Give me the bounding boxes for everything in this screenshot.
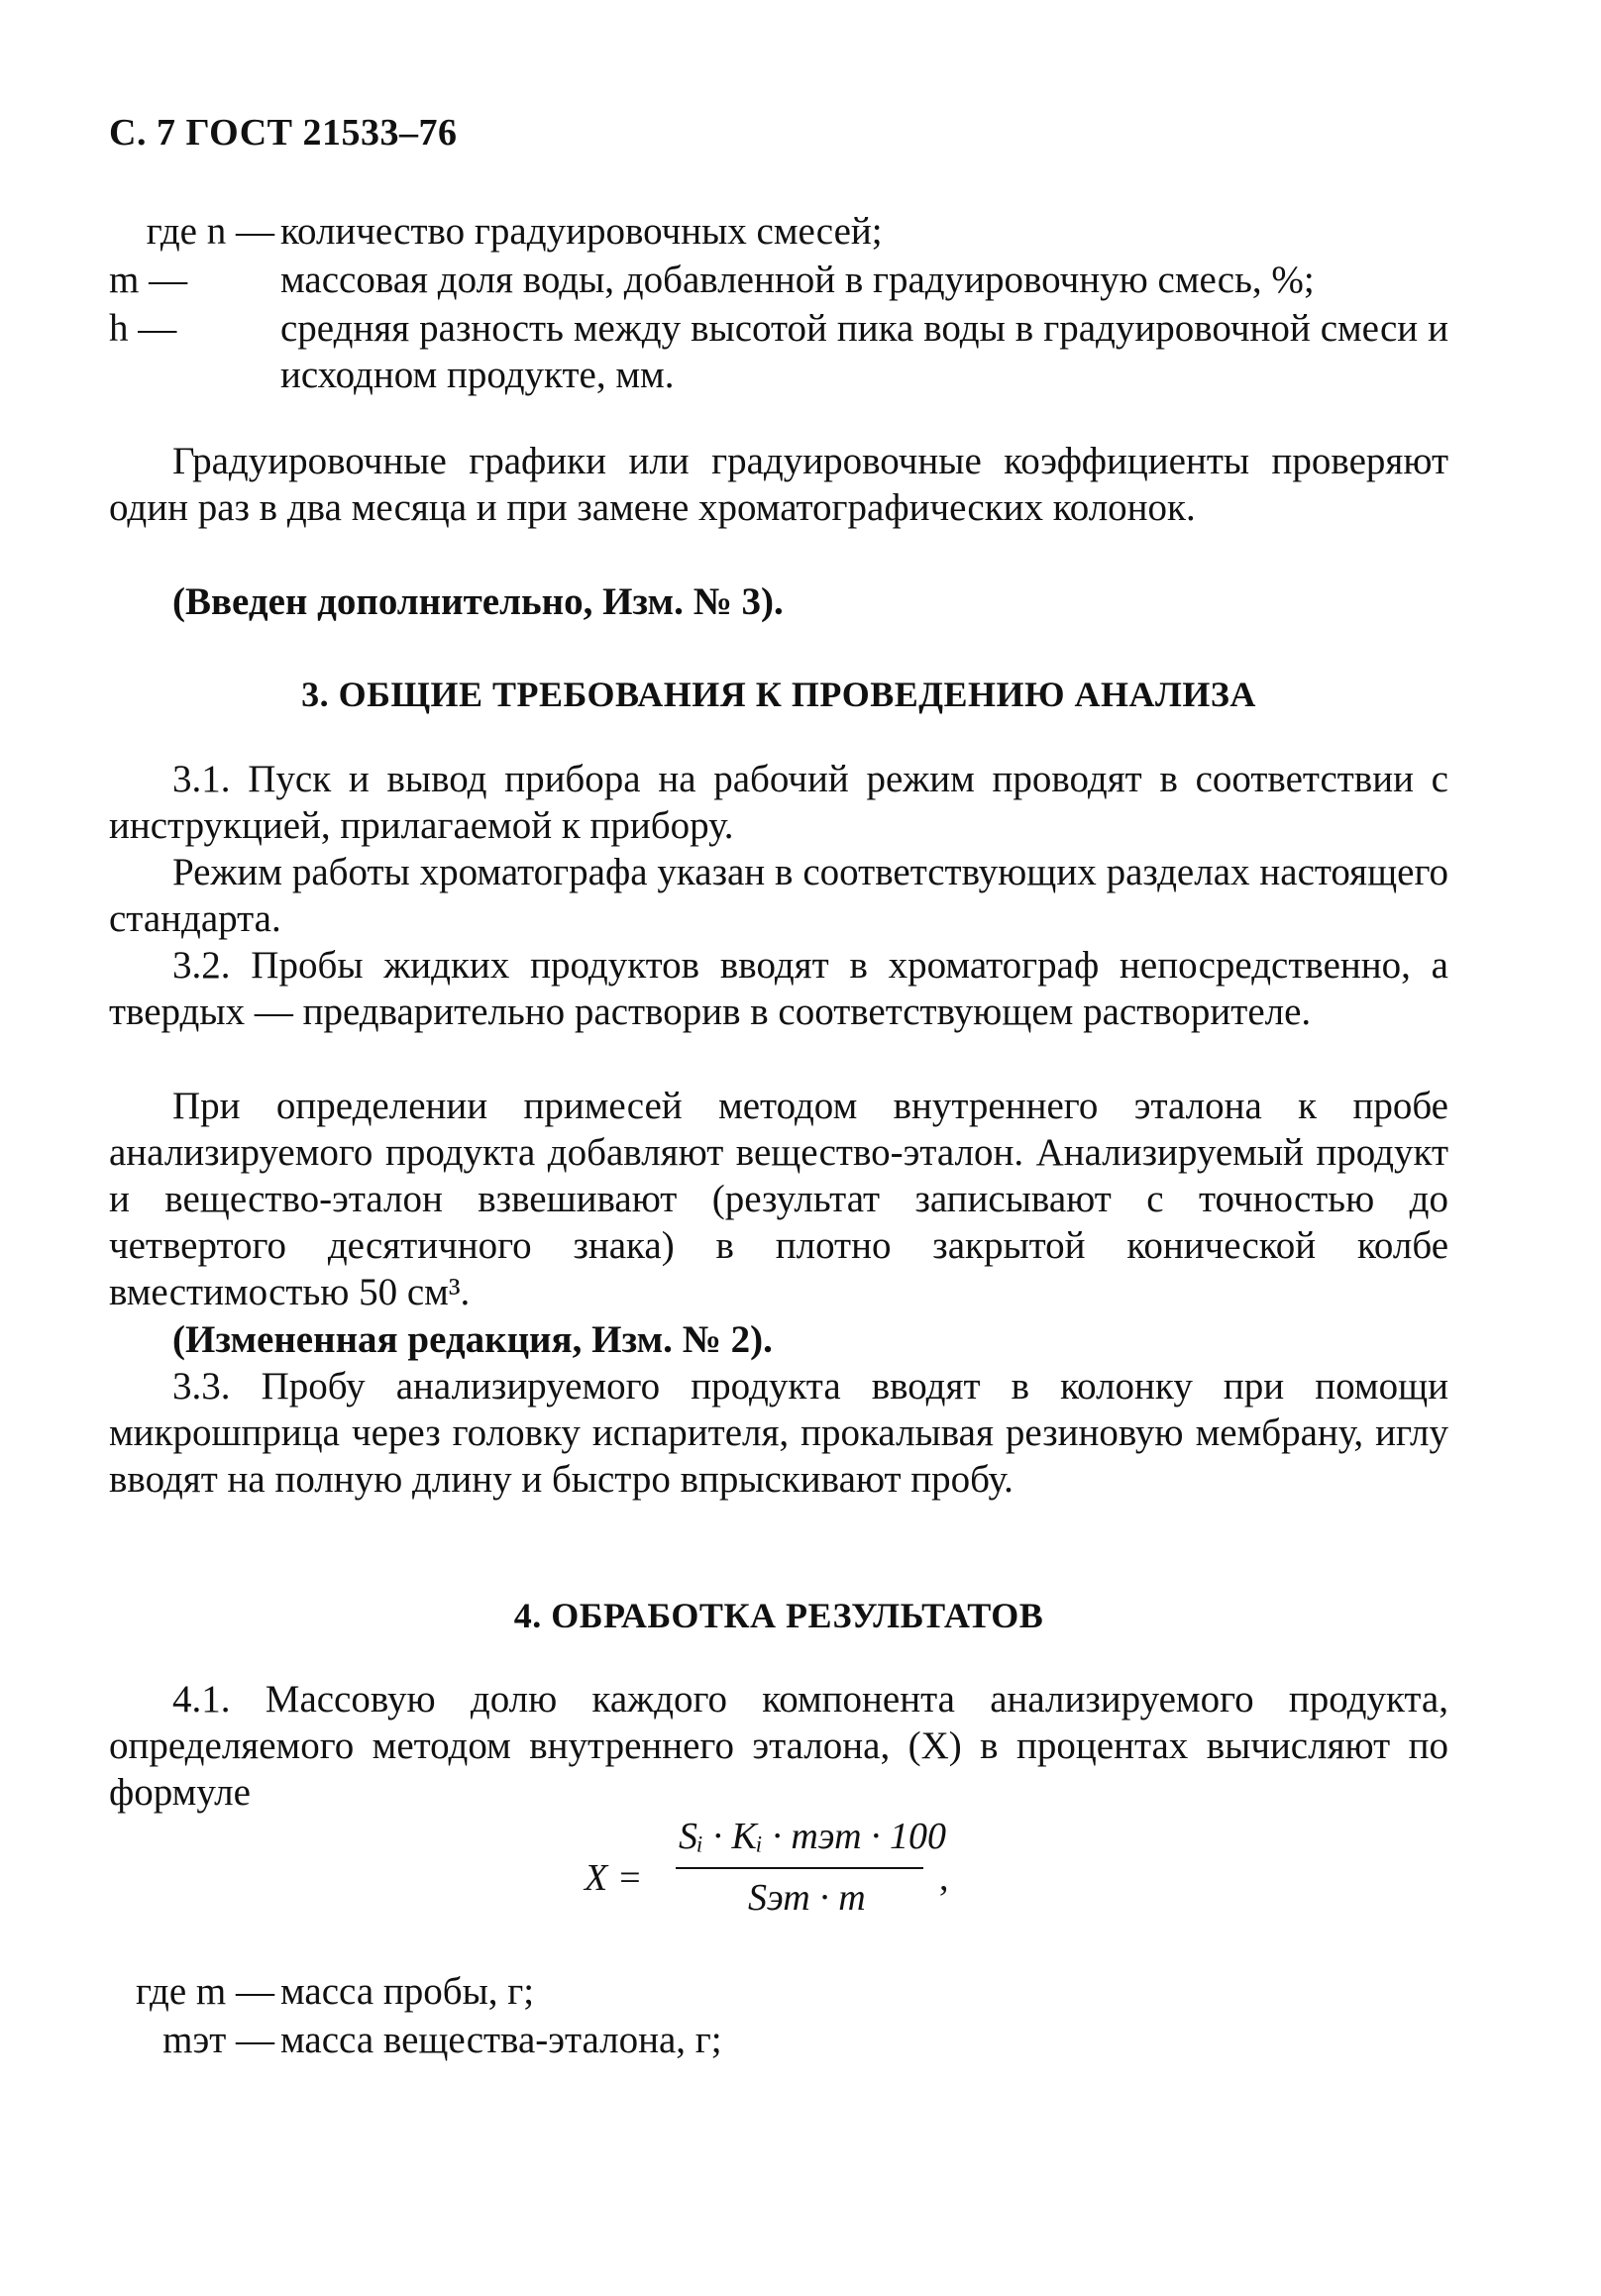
definition-m [109, 257, 1448, 303]
formula [585, 1815, 981, 1943]
formula-trailing-comma: , [939, 1857, 949, 1899]
formula-denominator: Sэт · m [748, 1877, 866, 1919]
paragraph-mode: Режим работы хроматографа указан в соответствующих разделах настоящего стандарта. [109, 851, 1448, 940]
paragraph-4-1: 4.1. Массовую долю каждого компонента анализируемого продукта, определяемого методом внутреннего эталона, (X) в процентах вычисляют по формуле [109, 1678, 1448, 1814]
formula-lhs: X = [585, 1857, 643, 1899]
paragraph-graphs: Градуировочные графики или градуировочные коэффициенты проверяют один раз в два месяца и при замене хроматографических колонок. [109, 440, 1448, 529]
definition-h [109, 305, 1448, 398]
definition-text: массовая доля воды, добавленной в градуировочную смесь, %; [280, 259, 1315, 301]
paragraph-3-3: 3.3. Пробу анализируемого продукта вводят в колонку при помощи микрошприца через головку испарителя, прокалывая резиновую мембрану, иглу вводят на полную длину и быстро впрыскивают пробу. [109, 1365, 1448, 1501]
definition-text: масса вещества-эталона, г; [280, 2019, 722, 2061]
section-4-title: 4. ОБРАБОТКА РЕЗУЛЬТАТОВ [513, 1596, 1044, 1635]
definition-term: mэт — [162, 2019, 274, 2061]
definition-text: средняя разность между высотой пика воды в градуировочной смеси и исходном продукте, мм. [280, 307, 1448, 396]
amendment-note-2: (Измененная редакция, Изм. № 2). [172, 1318, 773, 1361]
definition-term: h — [109, 307, 177, 350]
formula-numerator: Sᵢ · Kᵢ · mэт · 100 [679, 1816, 947, 1857]
definition-n [109, 208, 1448, 255]
definition-term: m — [109, 259, 188, 301]
definition-text: масса пробы, г; [280, 1970, 535, 2013]
definitions-list-2 [109, 1968, 1448, 2063]
paragraph-internal-standard: При определении примесей методом внутреннего эталона к пробе анализируемого продукта добавляют вещество-эталон. Анализируемый продукт и вещество-эталон взвешивают (результат записывают с точностью до четвертого десятичного знака) в плотно закрытой конической колбе вместимостью 50 см³. [109, 1085, 1448, 1313]
paragraph-3-2: 3.2. Пробы жидких продуктов вводят в хроматограф непосредственно, а твердых — предварительно растворив в соответствующем растворителе. [109, 944, 1448, 1033]
definition-m-mass [109, 1968, 1448, 2015]
amendment-note-3: (Введен дополнительно, Изм. № 3). [172, 580, 784, 623]
paragraph-3-1: 3.1. Пуск и вывод прибора на рабочий режим проводят в соответствии с инструкцией, прилагаемой к прибору. [109, 758, 1448, 847]
definition-term: где m — [135, 1970, 274, 2013]
definition-term: где n — [146, 210, 274, 253]
definition-m-etalon [109, 2017, 1448, 2063]
section-3-title: 3. ОБЩИЕ ТРЕБОВАНИЯ К ПРОВЕДЕНИЮ АНАЛИЗА [301, 675, 1256, 714]
definition-text: количество градуировочных смесей; [280, 210, 883, 253]
page-header: С. 7 ГОСТ 21533–76 [109, 112, 458, 154]
definitions-list-1 [109, 208, 1448, 398]
fraction-bar [676, 1867, 923, 1869]
